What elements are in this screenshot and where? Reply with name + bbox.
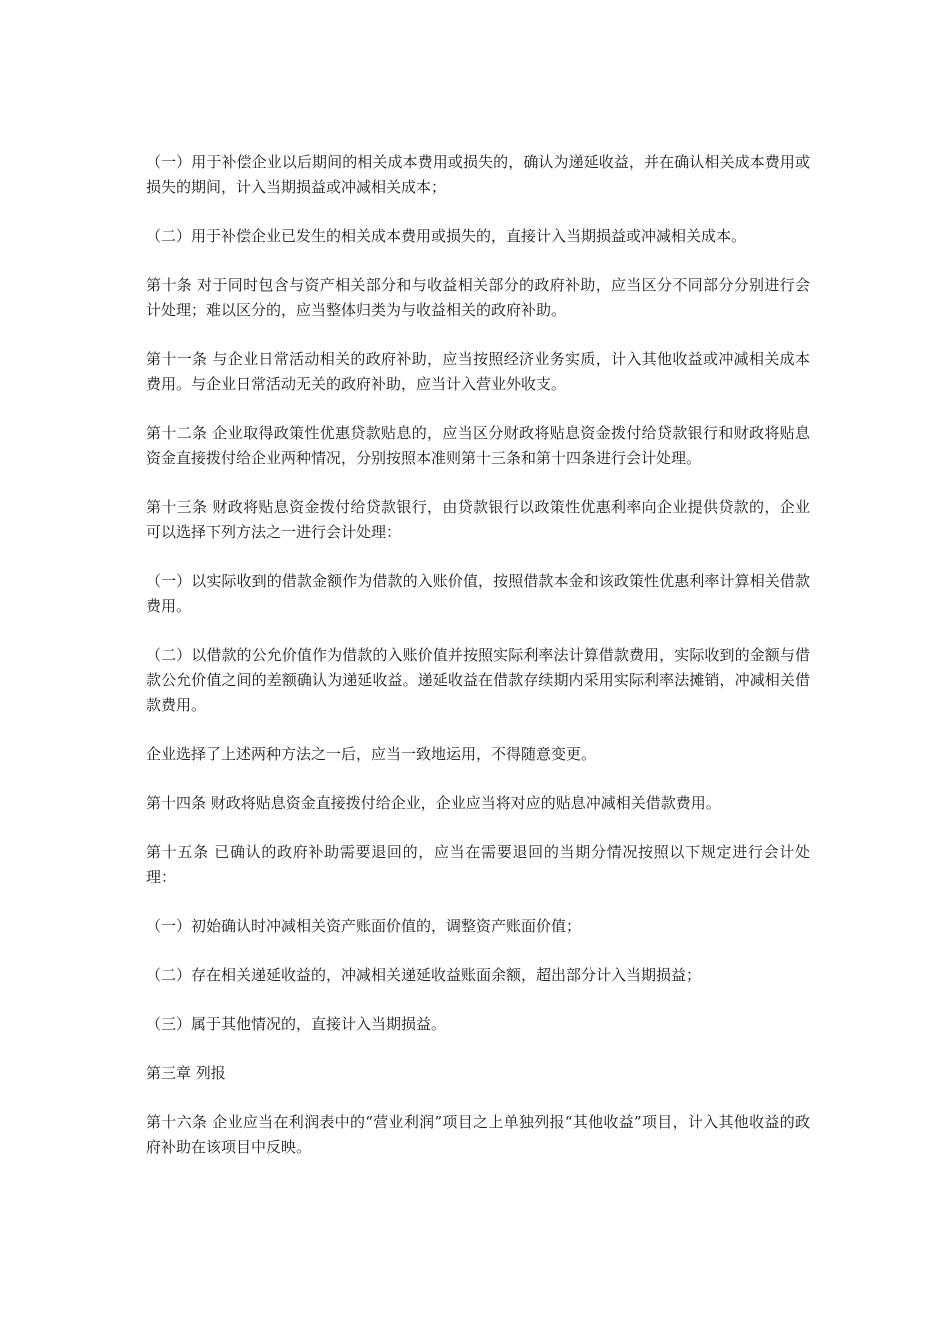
- article-16: 第十六条 企业应当在利润表中的“营业利润”项目之上单独列报“其他收益”项目，计入其他收益的政府补助在该项目中反映。: [146, 1113, 810, 1156]
- article-13-method-1: （一）以实际收到的借款金额作为借款的入账价值，按照借款本金和该政策性优惠利率计算相关借款费用。: [146, 572, 810, 615]
- article-13-method-2: （二）以借款的公允价值作为借款的入账价值并按照实际利率法计算借款费用，实际收到的金额与借款公允价值之间的差额确认为递延收益。递延收益在借款存续期内采用实际利率法摊销，冲减相关借款费用。: [146, 646, 810, 714]
- article-12: 第十二条 企业取得政策性优惠贷款贴息的，应当区分财政将贴息资金拨付给贷款银行和财政将贴息资金直接拨付给企业两种情况，分别按照本准则第十三条和第十四条进行会计处理。: [146, 424, 810, 467]
- article-15-item-2: （二）存在相关递延收益的，冲减相关递延收益账面余额，超出部分计入当期损益；: [146, 966, 702, 984]
- article-13: 第十三条 财政将贴息资金拨付给贷款银行，由贷款银行以政策性优惠利率向企业提供贷款的，企业可以选择下列方法之一进行会计处理：: [146, 498, 810, 541]
- paragraph-incurred-costs: （二）用于补偿企业已发生的相关成本费用或损失的，直接计入当期损益或冲减相关成本。: [146, 227, 747, 245]
- article-15-item-3: （三）属于其他情况的，直接计入当期损益。: [146, 1015, 447, 1033]
- article-14: 第十四条 财政将贴息资金直接拨付给企业，企业应当将对应的贴息冲减相关借款费用。: [146, 794, 721, 812]
- document-page: [146, 150, 810, 1184]
- article-15: 第十五条 已确认的政府补助需要退回的，应当在需要退回的当期分情况按照以下规定进行会计处理：: [146, 843, 810, 886]
- paragraph-deferred-income: （一）用于补偿企业以后期间的相关成本费用或损失的，确认为递延收益，并在确认相关成本费用或损失的期间，计入当期损益或冲减相关成本；: [146, 153, 810, 196]
- article-11: 第十一条 与企业日常活动相关的政府补助，应当按照经济业务实质，计入其他收益或冲减相关成本费用。与企业日常活动无关的政府补助，应当计入营业外收支。: [146, 350, 810, 393]
- article-15-item-1: （一）初始确认时冲减相关资产账面价值的，调整资产账面价值；: [146, 917, 582, 935]
- article-10: 第十条 对于同时包含与资产相关部分和与收益相关部分的政府补助，应当区分不同部分分别进行会计处理；难以区分的，应当整体归类为与收益相关的政府补助。: [146, 276, 810, 319]
- consistency-note: 企业选择了上述两种方法之一后，应当一致地运用，不得随意变更。: [146, 745, 597, 763]
- chapter-3-heading: 第三章 列报: [146, 1064, 226, 1082]
